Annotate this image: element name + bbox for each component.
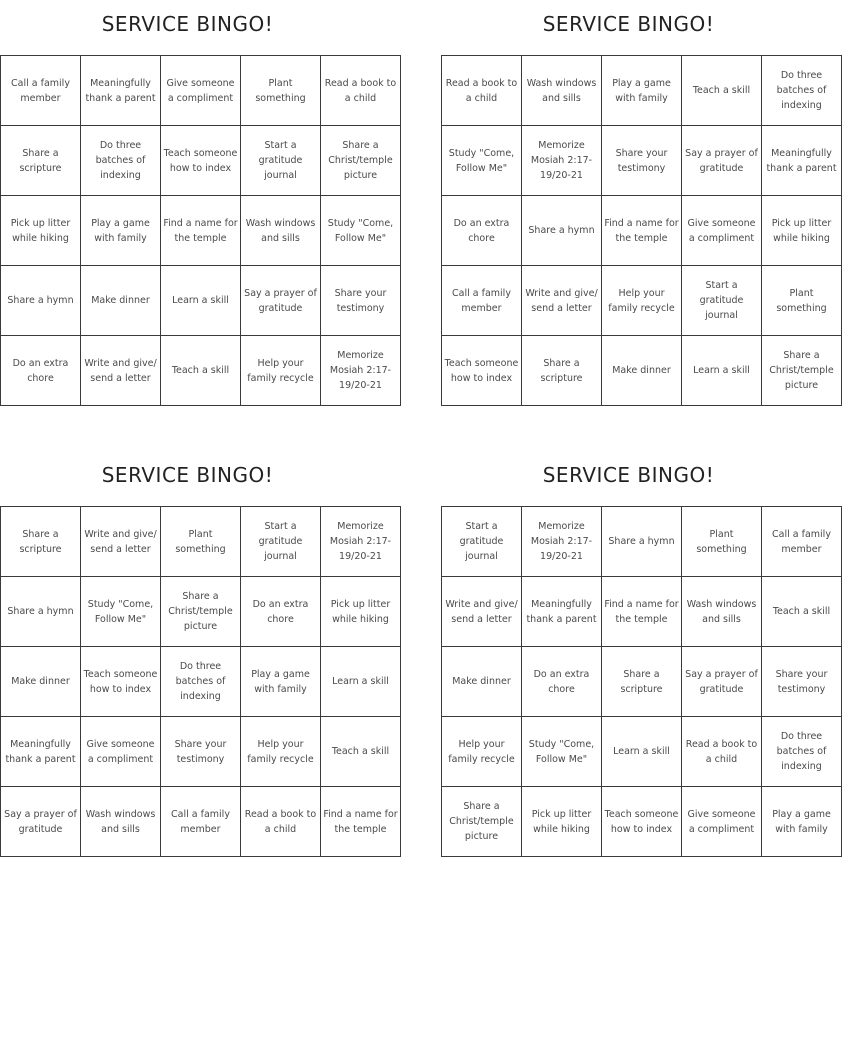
bingo-cell: Find a name for the temple <box>321 787 401 857</box>
card-title: SERVICE BINGO! <box>542 12 715 36</box>
bingo-cell: Find a name for the temple <box>602 196 682 266</box>
bingo-cell: Share a Christ/temple picture <box>161 577 241 647</box>
bingo-row <box>1 787 401 857</box>
bingo-cell: Teach a skill <box>321 717 401 787</box>
bingo-grid <box>0 55 401 406</box>
bingo-cell: Study "Come, Follow Me" <box>81 577 161 647</box>
bingo-cell: Write and give/ send a letter <box>442 577 522 647</box>
bingo-cell: Help your family recycle <box>241 717 321 787</box>
bingo-cell: Share a Christ/temple picture <box>762 336 842 406</box>
bingo-cell: Learn a skill <box>321 647 401 717</box>
bingo-cell: Teach someone how to index <box>81 647 161 717</box>
bingo-cell: Do an extra chore <box>241 577 321 647</box>
card-title: SERVICE BINGO! <box>101 12 274 36</box>
bingo-row <box>1 126 401 196</box>
bingo-cell: Do three batches of indexing <box>81 126 161 196</box>
bingo-cell: Teach a skill <box>762 577 842 647</box>
bingo-cell: Wash windows and sills <box>522 56 602 126</box>
bingo-cell: Do an extra chore <box>442 196 522 266</box>
bingo-cell: Study "Come, Follow Me" <box>442 126 522 196</box>
bingo-cell: Share a hymn <box>1 266 81 336</box>
bingo-cell: Plant something <box>161 507 241 577</box>
bingo-cell: Study "Come, Follow Me" <box>321 196 401 266</box>
bingo-cell: Memorize Mosiah 2:17-19/20-21 <box>522 126 602 196</box>
bingo-cell: Share a scripture <box>1 126 81 196</box>
bingo-row <box>1 196 401 266</box>
bingo-cell: Write and give/ send a letter <box>81 507 161 577</box>
bingo-row <box>1 507 401 577</box>
bingo-cell: Play a game with family <box>602 56 682 126</box>
bingo-row <box>442 507 842 577</box>
bingo-cell: Give someone a compliment <box>682 787 762 857</box>
bingo-cell: Share a hymn <box>522 196 602 266</box>
bingo-cell: Call a family member <box>442 266 522 336</box>
bingo-cell: Meaningfully thank a parent <box>762 126 842 196</box>
bingo-cell: Read a book to a child <box>321 56 401 126</box>
bingo-cell: Call a family member <box>161 787 241 857</box>
bingo-row <box>1 717 401 787</box>
bingo-row <box>442 336 842 406</box>
bingo-cell: Find a name for the temple <box>602 577 682 647</box>
bingo-cell: Make dinner <box>1 647 81 717</box>
bingo-cell: Read a book to a child <box>682 717 762 787</box>
bingo-cell: Share a hymn <box>1 577 81 647</box>
bingo-cell: Wash windows and sills <box>241 196 321 266</box>
bingo-cell: Read a book to a child <box>442 56 522 126</box>
bingo-cell: Learn a skill <box>161 266 241 336</box>
card-title: SERVICE BINGO! <box>542 463 715 487</box>
bingo-cell: Play a game with family <box>241 647 321 717</box>
bingo-cell: Make dinner <box>442 647 522 717</box>
bingo-cell: Study "Come, Follow Me" <box>522 717 602 787</box>
bingo-grid <box>441 506 842 857</box>
bingo-cell: Say a prayer of gratitude <box>241 266 321 336</box>
bingo-cell: Memorize Mosiah 2:17-19/20-21 <box>522 507 602 577</box>
bingo-cell: Do three batches of indexing <box>161 647 241 717</box>
bingo-cell: Share your testimony <box>762 647 842 717</box>
bingo-cell: Meaningfully thank a parent <box>522 577 602 647</box>
bingo-cell: Help your family recycle <box>442 717 522 787</box>
bingo-cell: Start a gratitude journal <box>682 266 762 336</box>
bingo-cell: Share your testimony <box>161 717 241 787</box>
bingo-cell: Share a Christ/temple picture <box>442 787 522 857</box>
bingo-cell: Meaningfully thank a parent <box>81 56 161 126</box>
bingo-cell: Say a prayer of gratitude <box>1 787 81 857</box>
bingo-cell: Teach someone how to index <box>602 787 682 857</box>
bingo-cell: Make dinner <box>81 266 161 336</box>
bingo-row <box>1 266 401 336</box>
bingo-cell: Wash windows and sills <box>81 787 161 857</box>
bingo-cell: Learn a skill <box>602 717 682 787</box>
bingo-cell: Share your testimony <box>602 126 682 196</box>
bingo-cell: Plant something <box>682 507 762 577</box>
bingo-cell: Make dinner <box>602 336 682 406</box>
bingo-row <box>1 56 401 126</box>
bingo-cell: Do three batches of indexing <box>762 56 842 126</box>
bingo-cell: Say a prayer of gratitude <box>682 647 762 717</box>
bingo-cell: Write and give/ send a letter <box>522 266 602 336</box>
bingo-cell: Pick up litter while hiking <box>321 577 401 647</box>
bingo-cell: Pick up litter while hiking <box>522 787 602 857</box>
bingo-row <box>442 126 842 196</box>
bingo-cell: Share a scripture <box>602 647 682 717</box>
bingo-cell: Share a Christ/temple picture <box>321 126 401 196</box>
bingo-cell: Memorize Mosiah 2:17-19/20-21 <box>321 507 401 577</box>
bingo-cell: Share a scripture <box>522 336 602 406</box>
bingo-cell: Learn a skill <box>682 336 762 406</box>
bingo-row <box>442 577 842 647</box>
bingo-cell: Share your testimony <box>321 266 401 336</box>
bingo-cell: Teach someone how to index <box>161 126 241 196</box>
bingo-cell: Help your family recycle <box>241 336 321 406</box>
bingo-cell: Find a name for the temple <box>161 196 241 266</box>
bingo-cell: Start a gratitude journal <box>241 126 321 196</box>
bingo-cell: Do an extra chore <box>1 336 81 406</box>
bingo-row <box>442 266 842 336</box>
bingo-grid <box>0 506 401 857</box>
bingo-cell: Read a book to a child <box>241 787 321 857</box>
bingo-cell: Teach a skill <box>682 56 762 126</box>
bingo-cell: Give someone a compliment <box>81 717 161 787</box>
bingo-row <box>1 336 401 406</box>
bingo-cell: Give someone a compliment <box>682 196 762 266</box>
bingo-cell: Wash windows and sills <box>682 577 762 647</box>
bingo-cell: Memorize Mosiah 2:17-19/20-21 <box>321 336 401 406</box>
bingo-cell: Meaningfully thank a parent <box>1 717 81 787</box>
bingo-row <box>442 787 842 857</box>
bingo-cell: Start a gratitude journal <box>442 507 522 577</box>
bingo-cell: Share a scripture <box>1 507 81 577</box>
bingo-row <box>442 196 842 266</box>
bingo-cell: Do three batches of indexing <box>762 717 842 787</box>
bingo-cell: Plant something <box>241 56 321 126</box>
bingo-row <box>442 647 842 717</box>
bingo-cell: Start a gratitude journal <box>241 507 321 577</box>
bingo-cell: Give someone a compliment <box>161 56 241 126</box>
bingo-cell: Call a family member <box>762 507 842 577</box>
bingo-cell: Play a game with family <box>762 787 842 857</box>
bingo-cell: Do an extra chore <box>522 647 602 717</box>
bingo-cell: Write and give/ send a letter <box>81 336 161 406</box>
bingo-row <box>1 577 401 647</box>
bingo-cell: Plant something <box>762 266 842 336</box>
bingo-cell: Teach a skill <box>161 336 241 406</box>
bingo-cell: Play a game with family <box>81 196 161 266</box>
bingo-cell: Teach someone how to index <box>442 336 522 406</box>
bingo-cell: Say a prayer of gratitude <box>682 126 762 196</box>
bingo-cell: Share a hymn <box>602 507 682 577</box>
bingo-cell: Call a family member <box>1 56 81 126</box>
bingo-row <box>1 647 401 717</box>
card-title: SERVICE BINGO! <box>101 463 274 487</box>
bingo-cell: Pick up litter while hiking <box>1 196 81 266</box>
bingo-cell: Help your family recycle <box>602 266 682 336</box>
bingo-grid <box>441 55 842 406</box>
bingo-cell: Pick up litter while hiking <box>762 196 842 266</box>
bingo-row <box>442 717 842 787</box>
bingo-row <box>442 56 842 126</box>
